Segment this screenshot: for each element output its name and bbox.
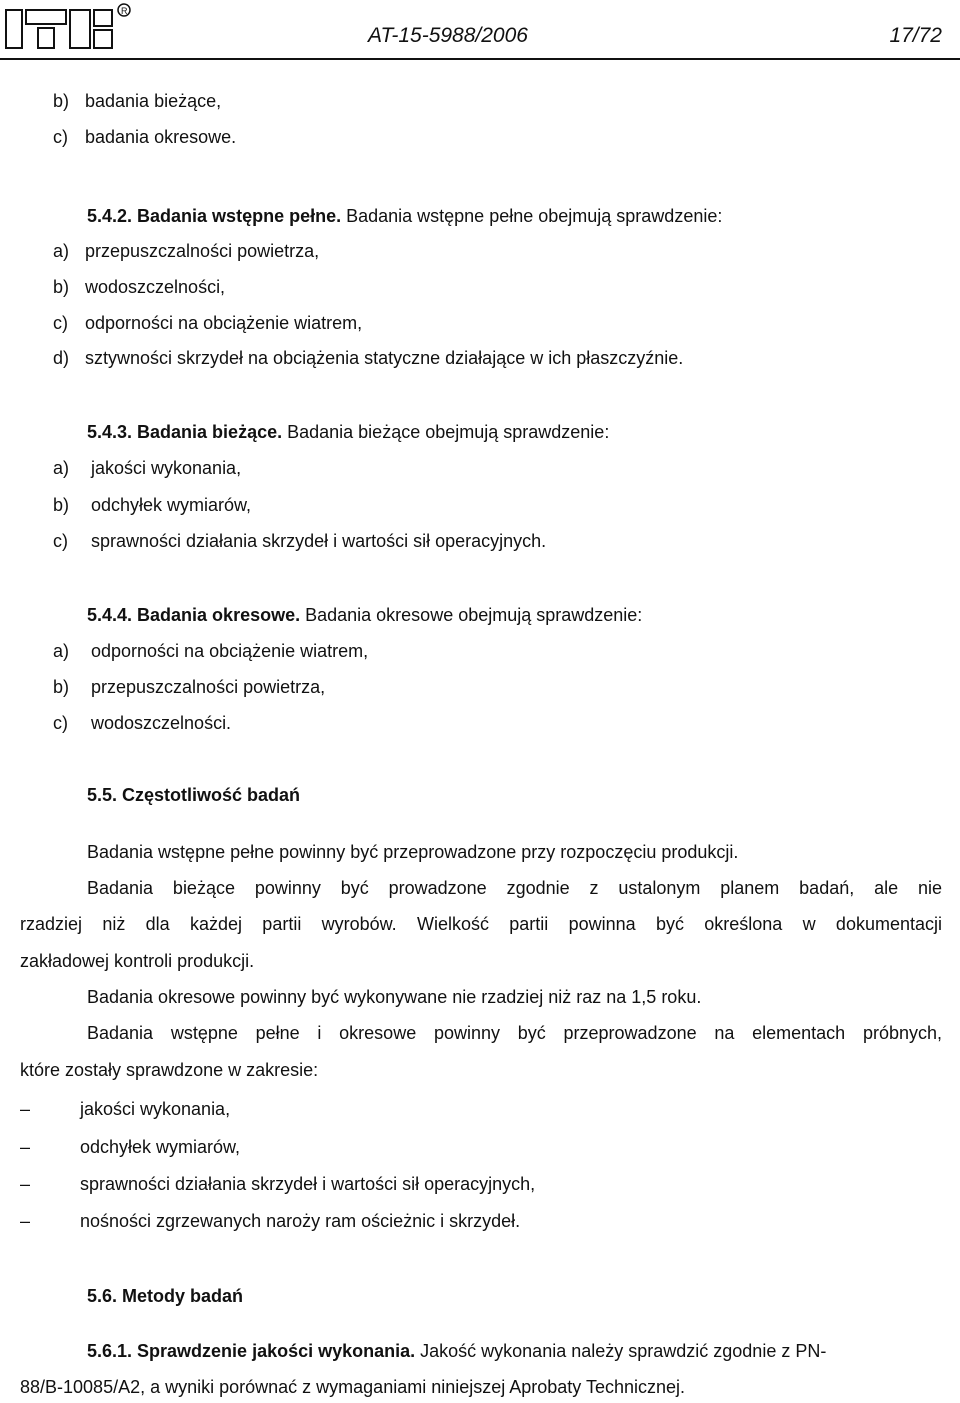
section-5-6-heading: 5.6. Metody badań bbox=[87, 1286, 244, 1306]
list-item: d) sztywności skrzydeł na obciążenia statyczne działające w ich płaszczyźnie. bbox=[53, 348, 684, 368]
list-item: b) badania bieżące, bbox=[53, 91, 222, 111]
header-rule bbox=[0, 58, 960, 60]
paragraph: Badania wstępne pełne powinny być przeprowadzone przy rozpoczęciu produkcji. bbox=[87, 842, 739, 862]
itb-logo bbox=[4, 2, 134, 52]
list-item: b) wodoszczelności, bbox=[53, 277, 226, 297]
dash-list-item: – jakości wykonania, bbox=[20, 1099, 231, 1119]
list-item: b) odchyłek wymiarów, bbox=[53, 495, 252, 515]
list-item: c) badania okresowe. bbox=[53, 127, 237, 147]
page-number: 17/72 bbox=[889, 24, 942, 47]
section-5-4-4-heading: 5.4.4. Badania okresowe. Badania okresowe obejmują sprawdzenie: bbox=[87, 605, 643, 625]
document-number: AT-15-5988/2006 bbox=[368, 24, 528, 47]
paragraph: Badania okresowe powinny być wykonywane nie rzadziej niż raz na 1,5 roku. bbox=[87, 987, 702, 1007]
list-item: c) sprawności działania skrzydeł i wartości sił operacyjnych. bbox=[53, 531, 547, 551]
dash-list-item: – sprawności działania skrzydeł i wartości sił operacyjnych, bbox=[20, 1174, 536, 1194]
list-item: a) przepuszczalności powietrza, bbox=[53, 241, 320, 261]
paragraph-line: Badania wstępne pełne i okresowe powinny być przeprowadzone na elementach próbnych, bbox=[87, 1023, 942, 1043]
paragraph-line: rzadziej niż dla każdej partii wyrobów. Wielkość partii powinna być określona w dokumentacji bbox=[20, 914, 942, 934]
list-item: a) jakości wykonania, bbox=[53, 458, 242, 478]
section-5-4-3-heading: 5.4.3. Badania bieżące. Badania bieżące obejmują sprawdzenie: bbox=[87, 422, 610, 442]
list-item: c) odporności na obciążenie wiatrem, bbox=[53, 313, 363, 333]
svg-text:R: R bbox=[121, 6, 128, 16]
list-item: b) przepuszczalności powietrza, bbox=[53, 677, 326, 697]
paragraph-line: zakładowej kontroli produkcji. bbox=[20, 951, 255, 971]
dash-list-item: – odchyłek wymiarów, bbox=[20, 1137, 241, 1157]
section-5-6-1-heading: 5.6.1. Sprawdzenie jakości wykonania. Jakość wykonania należy sprawdzić zgodnie z PN- bbox=[87, 1341, 827, 1361]
list-item: c) wodoszczelności. bbox=[53, 713, 232, 733]
paragraph-line: które zostały sprawdzone w zakresie: bbox=[20, 1060, 319, 1080]
paragraph-line: 88/B-10085/A2, a wyniki porównać z wymaganiami niniejszej Aprobaty Technicznej. bbox=[20, 1377, 686, 1397]
paragraph-line: Badania bieżące powinny być prowadzone zgodnie z ustalonym planem badań, ale nie bbox=[87, 878, 942, 898]
section-5-4-2-heading: 5.4.2. Badania wstępne pełne. Badania wstępne pełne obejmują sprawdzenie: bbox=[87, 206, 723, 226]
list-item: a) odporności na obciążenie wiatrem, bbox=[53, 641, 369, 661]
dash-list-item: – nośności zgrzewanych naroży ram ościeżnic i skrzydeł. bbox=[20, 1211, 521, 1231]
section-5-5-heading: 5.5. Częstotliwość badań bbox=[87, 785, 301, 805]
